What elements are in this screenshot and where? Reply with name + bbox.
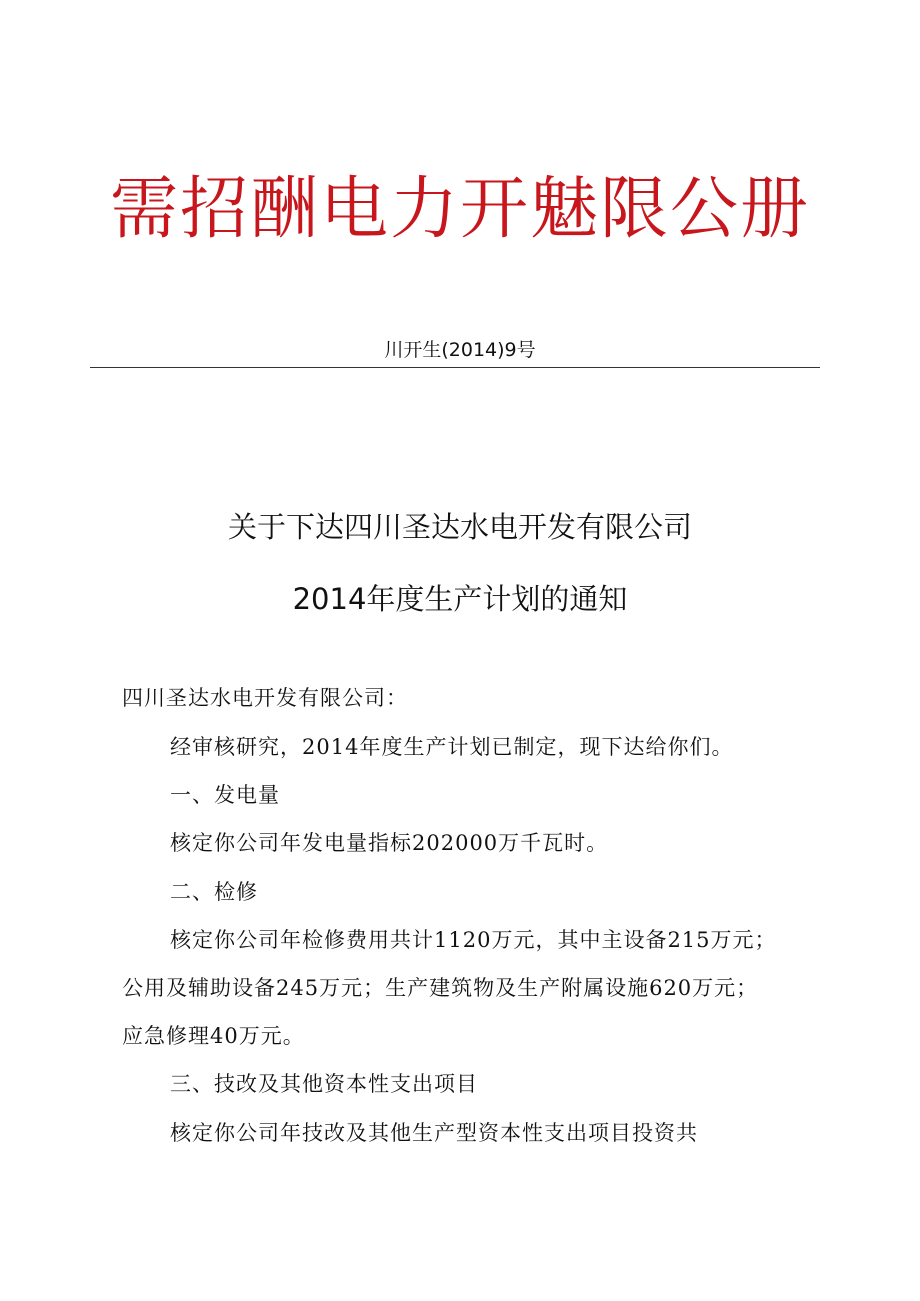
header-divider xyxy=(90,367,820,368)
section-3-text-line-1: 核定你公司年技改及其他生产型资本性支出项目投资共 xyxy=(170,1121,698,1145)
section-2-heading: 二、检修 xyxy=(170,880,258,904)
section-2-text-line-1: 核定你公司年检修费用共计1120万元，其中主设备215万元； xyxy=(170,928,777,952)
section-2-text-line-3: 应急修理40万元。 xyxy=(122,1024,305,1048)
intro-paragraph: 经审核研究，2014年度生产计划已制定，现下达给你们。 xyxy=(170,735,734,759)
addressee: 四川圣达水电开发有限公司： xyxy=(122,686,408,710)
document-masthead: 需招酬电力开魅限公册 xyxy=(109,170,810,249)
section-3-heading: 三、技改及其他资本性支出项目 xyxy=(170,1072,478,1096)
section-2-text-line-2: 公用及辅助设备245万元；生产建筑物及生产附属设施620万元； xyxy=(122,976,759,1000)
notice-title-line-2: 2014年度生产计划的通知 xyxy=(292,582,628,616)
document-number: 川开生(2014)9号 xyxy=(384,339,536,361)
section-1-text: 核定你公司年发电量指标202000万千瓦时。 xyxy=(170,831,609,855)
notice-title-line-1: 关于下达四川圣达水电开发有限公司 xyxy=(227,510,692,544)
section-1-heading: 一、发电量 xyxy=(170,783,280,807)
